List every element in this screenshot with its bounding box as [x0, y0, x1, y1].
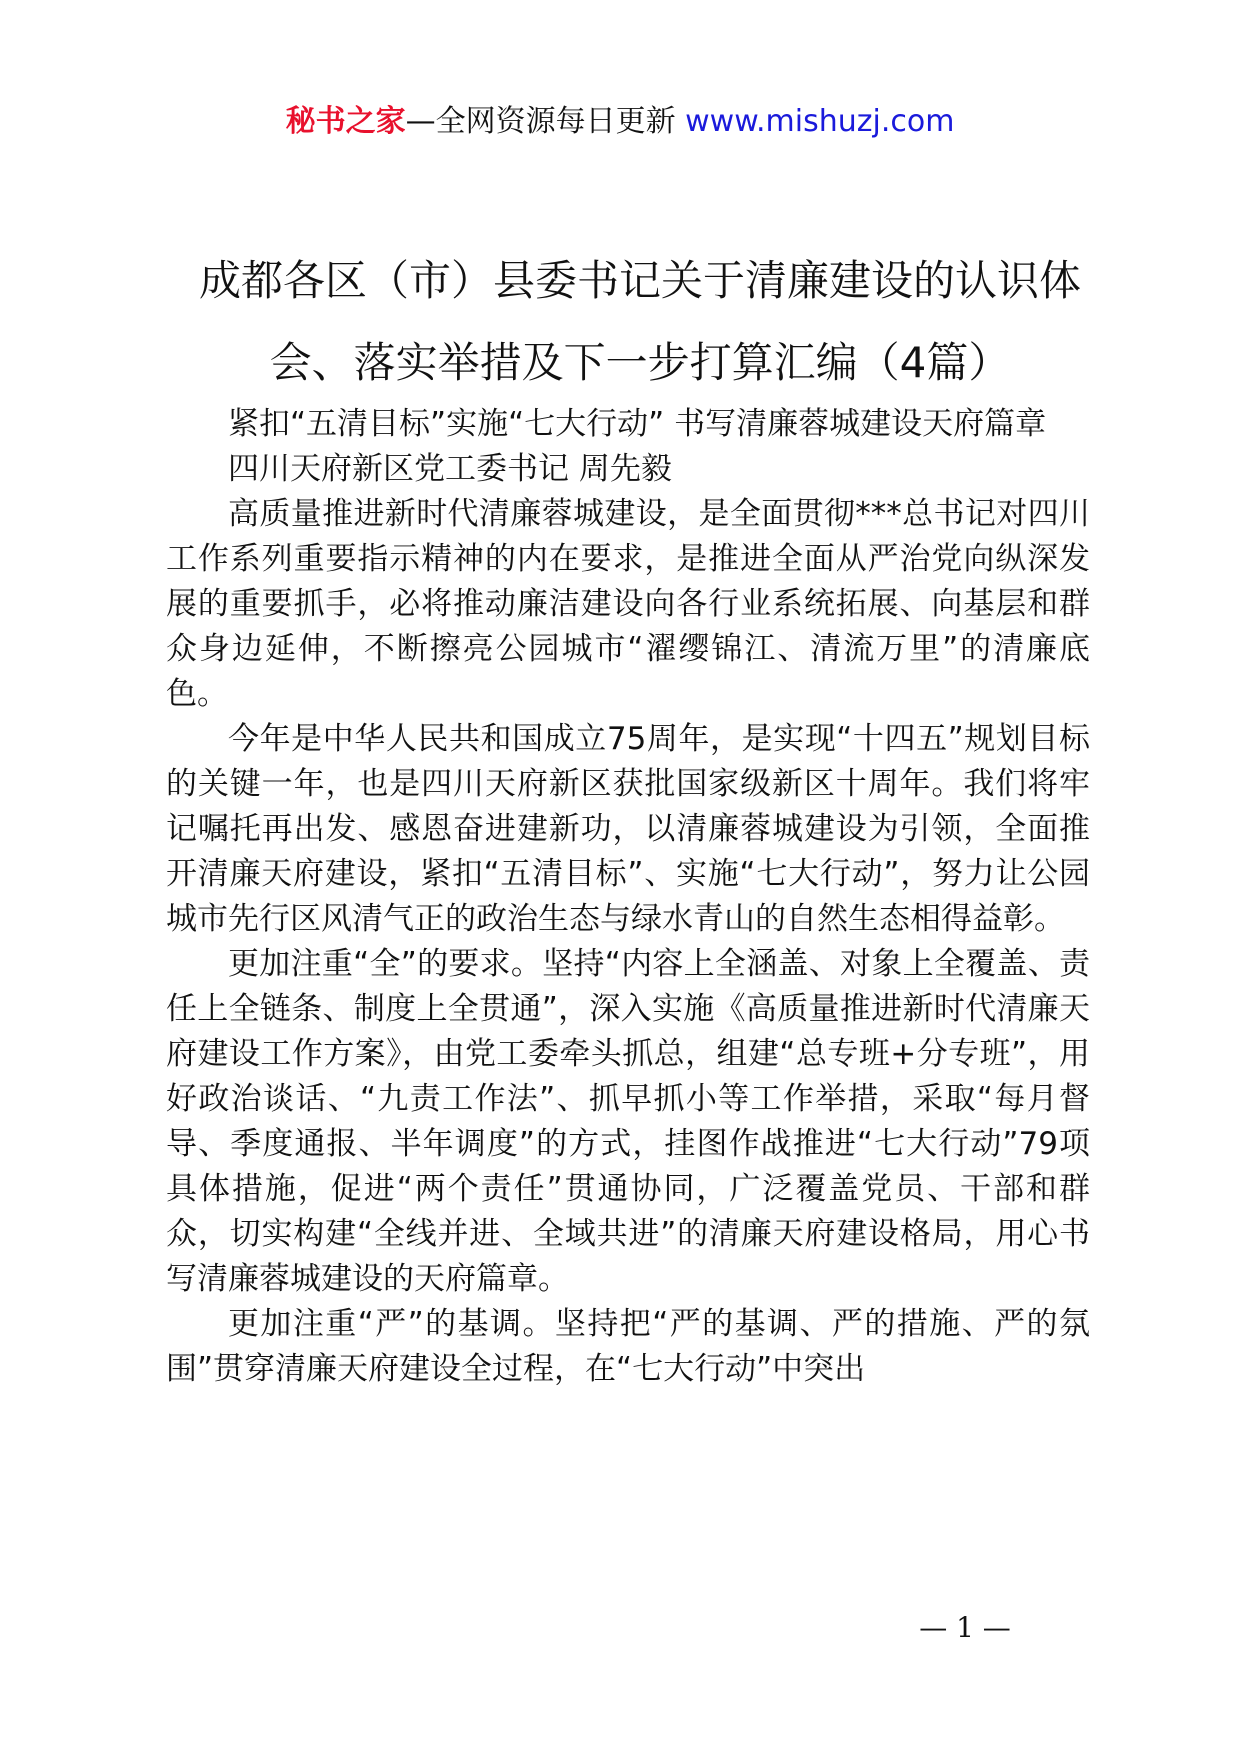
document-body	[166, 402, 1090, 1392]
site-url-link[interactable]: www.mishuzj.com	[685, 104, 955, 139]
paragraph-4: 更加注重“严”的基调。坚持把“严的基调、严的措施、严的氛围”贯穿清廉天府建设全过程，在“七大行动”中突出	[166, 1306, 1090, 1387]
site-header	[0, 100, 1240, 144]
article-author: 四川天府新区党工委书记 周先毅	[228, 451, 672, 487]
paragraph-2: 今年是中华人民共和国成立75周年，是实现“十四五”规划目标的关键一年，也是四川天府新区获批国家级新区十周年。我们将牢记嘱托再出发、感恩奋进建新功，以清廉蓉城建设为引领，全面推开清廉天府建设，紧扣“五清目标”、实施“七大行动”，努力让公园城市先行区风清气正的政治生态与绿水青山的自然生态相得益彰。	[166, 721, 1090, 937]
paragraph-1: 高质量推进新时代清廉蓉城建设，是全面贯彻***总书记对四川工作系列重要指示精神的内在要求，是推进全面从严治党向纵深发展的重要抓手，必将推动廉洁建设向各行业系统拓展、向基层和群众身边延伸，不断擦亮公园城市“濯缨锦江、清流万里”的清廉底色。	[166, 496, 1090, 712]
brand-name: 秘书之家	[285, 104, 406, 139]
header-tagline: —全网资源每日更新	[405, 104, 686, 139]
article-subtitle: 紧扣“五清目标”实施“七大行动” 书写清廉蓉城建设天府篇章	[228, 406, 1047, 442]
paragraph-3: 更加注重“全”的要求。坚持“内容上全涵盖、对象上全覆盖、责任上全链条、制度上全贯通”，深入实施《高质量推进新时代清廉天府建设工作方案》，由党工委牵头抓总，组建“总专班+分专班”，用好政治谈话、“九责工作法”、抓早抓小等工作举措，采取“每月督导、季度通报、半年调度”的方式，挂图作战推进“七大行动”79项具体措施，促进“两个责任”贯通协同，广泛覆盖党员、干部和群众，切实构建“全线并进、全域共进”的清廉天府建设格局，用心书写清廉蓉城建设的天府篇章。	[166, 946, 1090, 1297]
document-title: 成都各区（市）县委书记关于清廉建设的认识体会、落实举措及下一步打算汇编（4篇）	[198, 256, 1081, 387]
page-number: — 1 —	[919, 1611, 1011, 1644]
